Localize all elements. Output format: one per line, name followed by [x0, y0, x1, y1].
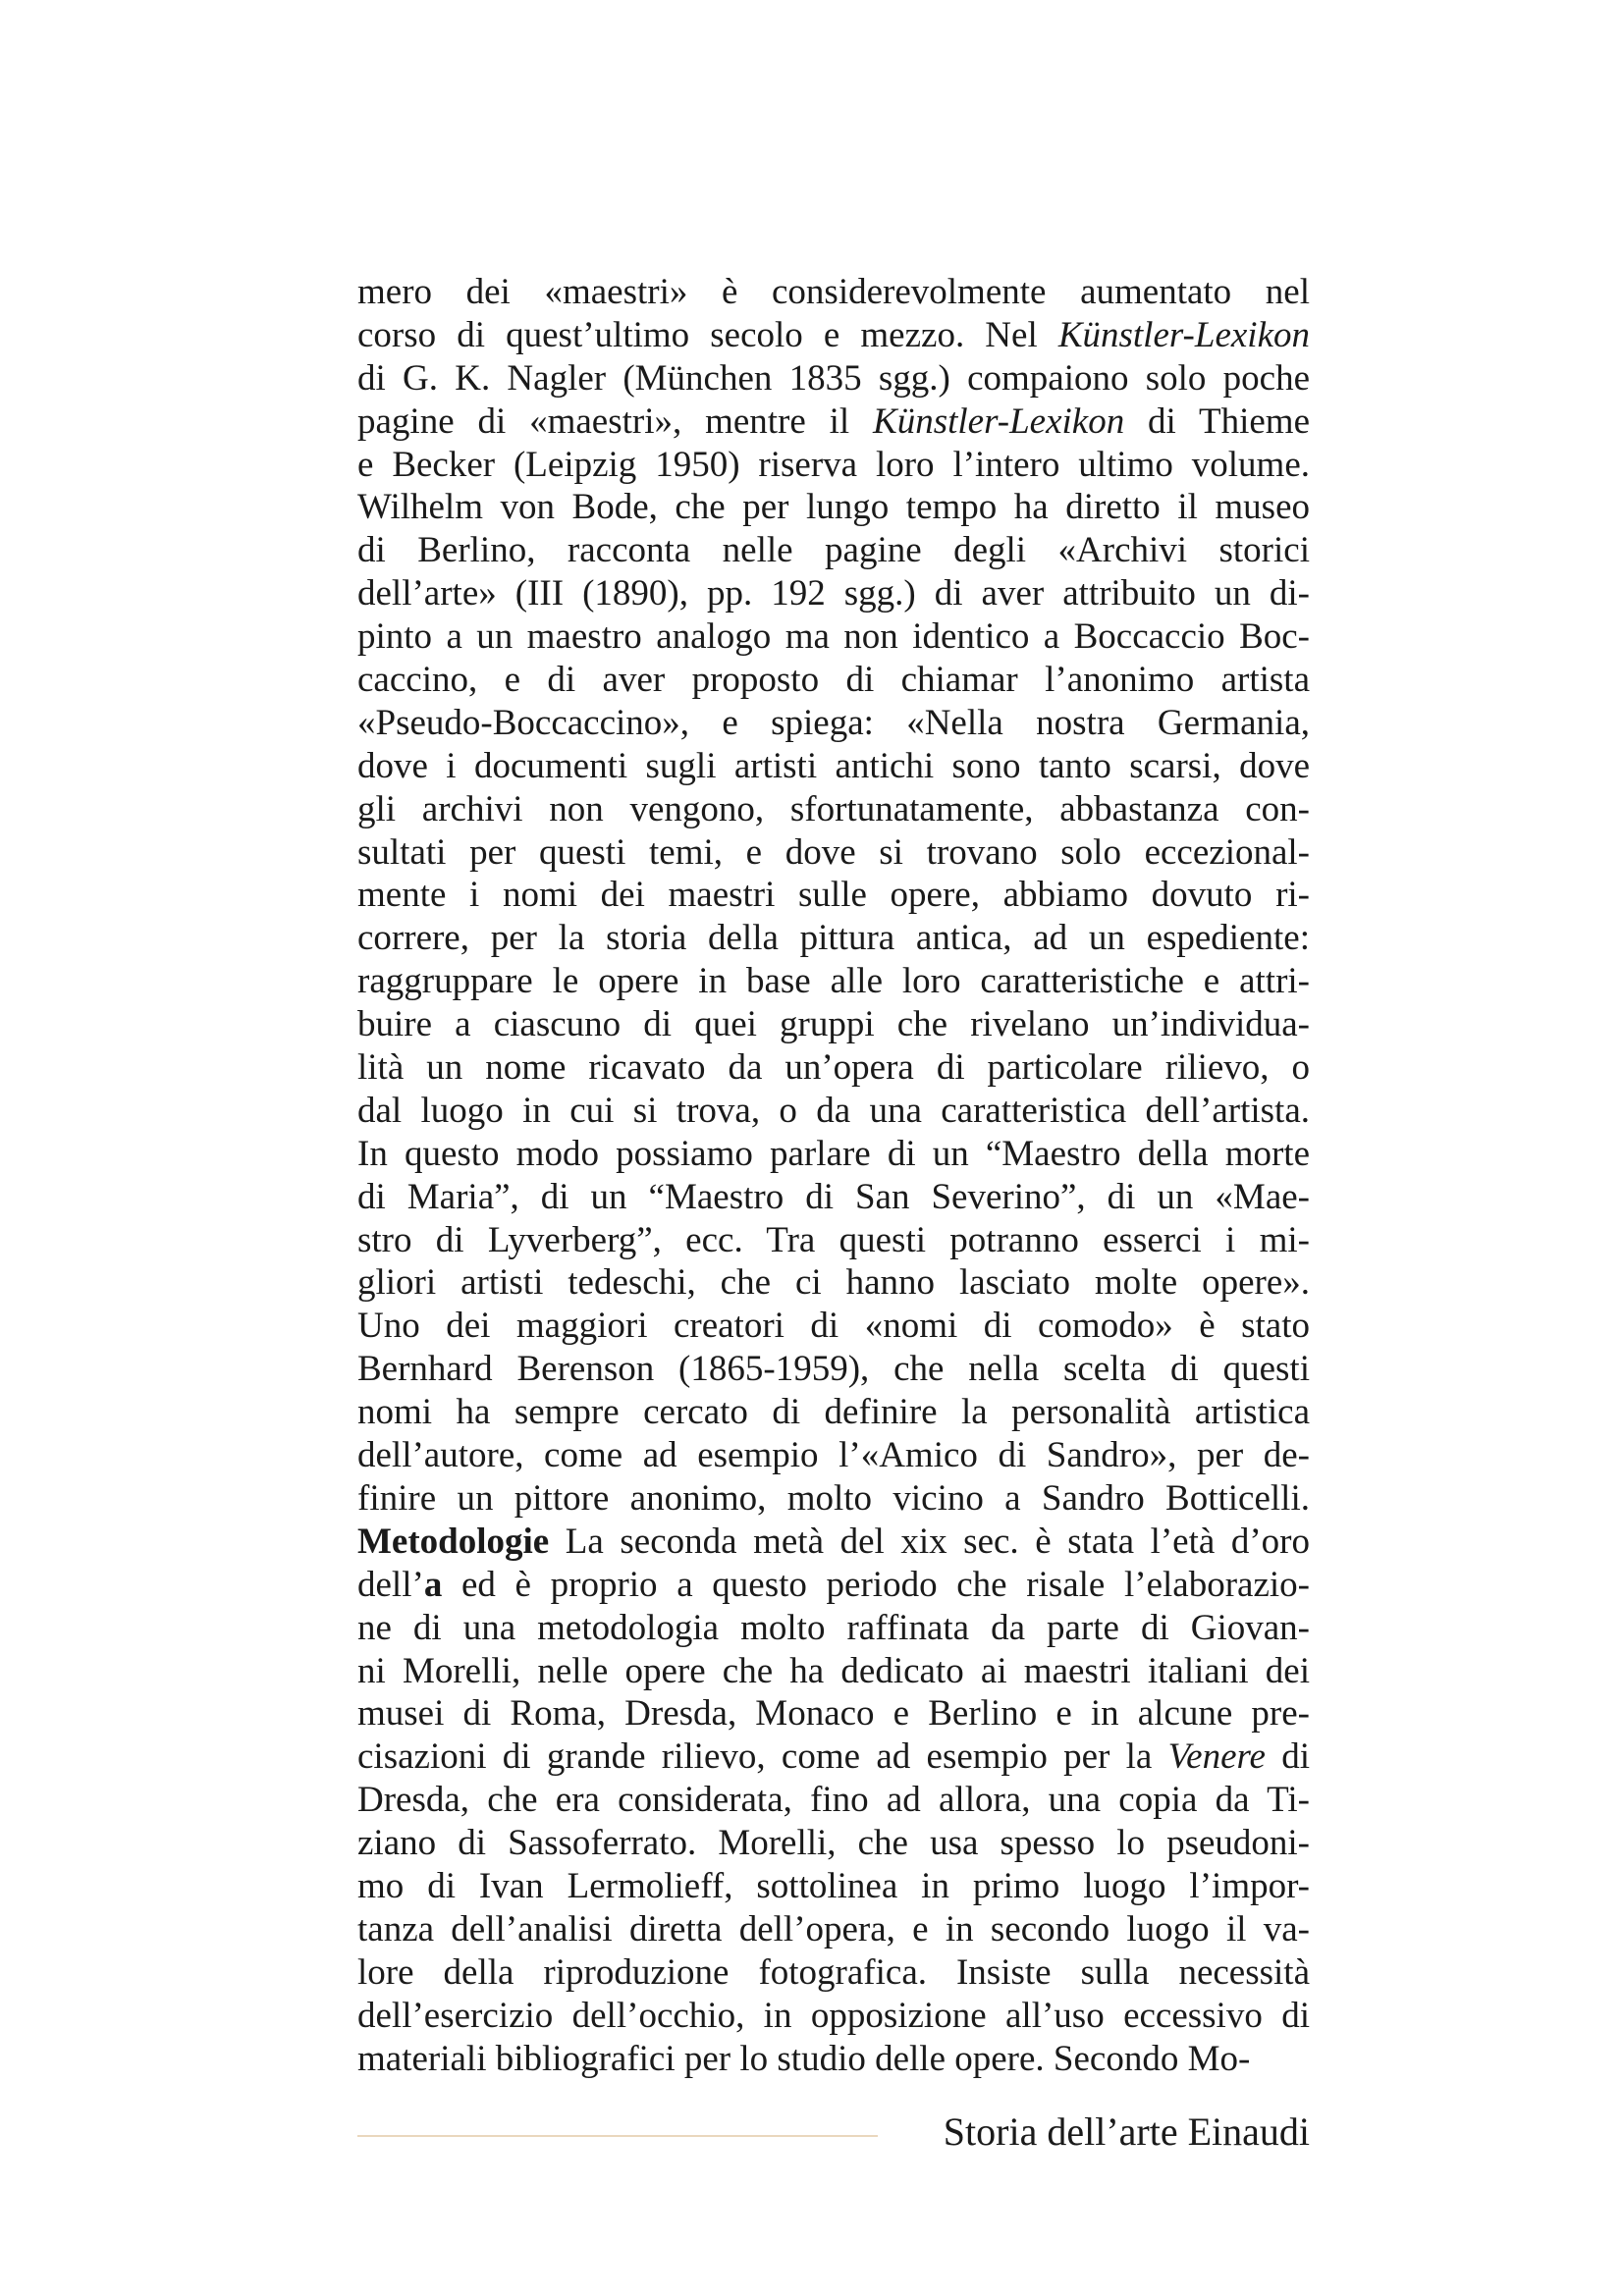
text-line — [357, 314, 1310, 357]
text-segment: dell’esercizio dell’occhio, in opposizione all’uso eccessivo di — [357, 1995, 1310, 2036]
text-line — [357, 1477, 1310, 1521]
text-segment: ne di una metodologia molto raffinata da parte di Giovan- — [357, 1607, 1310, 1648]
text-segment: di Berlino, racconta nelle pagine degli «Archivi storici — [357, 530, 1310, 571]
text-segment: di — [1265, 1736, 1311, 1778]
text-segment: nomi ha sempre cercato di definire la personalità artistica — [357, 1392, 1310, 1433]
text-segment: raggruppare le opere in base alle loro caratteristiche e attri- — [357, 961, 1310, 1002]
text-line — [357, 1564, 1310, 1607]
text-line — [357, 1348, 1310, 1391]
text-segment: materiali bibliografici per lo studio delle opere. Secondo Mo- — [357, 2038, 1251, 2079]
text-line — [357, 1521, 1310, 1564]
footer-title: Storia dell’arte Einaudi — [943, 2109, 1310, 2154]
text-line — [357, 529, 1310, 572]
text-segment: dal luogo in cui si trova, o da una caratteristica dell’artista. — [357, 1090, 1310, 1131]
text-segment: La seconda metà del xix sec. è stata l’età d’oro — [549, 1521, 1310, 1562]
text-line — [357, 702, 1310, 745]
text-line — [357, 1607, 1310, 1650]
text-segment: dell’ — [357, 1564, 424, 1605]
text-line — [357, 486, 1310, 529]
text-line — [357, 1391, 1310, 1434]
text-segment: Künstler-Lexikon — [873, 400, 1125, 442]
text-segment: Dresda, che era considerata, fino ad allora, una copia da Ti- — [357, 1780, 1310, 1821]
text-line — [357, 1822, 1310, 1865]
text-segment: di Maria”, di un “Maestro di San Severino”, di un «Mae- — [357, 1176, 1310, 1217]
text-segment: mo di Ivan Lermolieff, sottolinea in primo luogo l’impor- — [357, 1865, 1310, 1906]
text-segment: musei di Roma, Dresda, Monaco e Berlino e in alcune pre- — [357, 1693, 1310, 1735]
text-line — [357, 1865, 1310, 1908]
text-line — [357, 271, 1310, 314]
text-segment: Venere — [1167, 1736, 1266, 1778]
text-line — [357, 659, 1310, 702]
text-line — [357, 1692, 1310, 1735]
text-segment: finire un pittore anonimo, molto vicino a Sandro Botticelli. — [357, 1477, 1310, 1519]
text-segment: caccino, e di aver proposto di chiamar l’anonimo artista — [357, 660, 1310, 701]
text-segment: ed è proprio a questo periodo che risale l’elaborazio- — [442, 1564, 1310, 1605]
text-line — [357, 615, 1310, 659]
text-line — [357, 1305, 1310, 1348]
text-segment: corso di quest’ultimo secolo e mezzo. Nel — [357, 314, 1058, 355]
text-line — [357, 1219, 1310, 1262]
text-line — [357, 1133, 1310, 1176]
text-line — [357, 788, 1310, 831]
text-line — [357, 1951, 1310, 1995]
text-segment: e Becker (Leipzig 1950) riserva loro l’intero ultimo volume. — [357, 444, 1310, 485]
text-line — [357, 444, 1310, 487]
text-segment: dell’arte» (III (1890), pp. 192 sgg.) di aver attribuito un di- — [357, 573, 1310, 614]
text-line — [357, 1261, 1310, 1305]
text-line — [357, 745, 1310, 788]
text-segment: lore della riproduzione fotografica. Insiste sulla necessità — [357, 1951, 1310, 1993]
text-segment: ni Morelli, nelle opere che ha dedicato ai maestri italiani dei — [357, 1650, 1310, 1691]
text-segment: In questo modo possiamo parlare di un “Maestro della morte — [357, 1133, 1310, 1174]
text-segment: buire a ciascuno di quei gruppi che rivelano un’individua- — [357, 1004, 1310, 1045]
text-segment: mero dei «maestri» è considerevolmente aumentato nel — [357, 272, 1310, 312]
text-line — [357, 1434, 1310, 1477]
text-line — [357, 2038, 1310, 2081]
text-line — [357, 1003, 1310, 1046]
text-line — [357, 960, 1310, 1003]
text-segment: Wilhelm von Bode, che per lungo tempo ha diretto il museo — [357, 487, 1310, 528]
text-segment: lità un nome ricavato da un’opera di particolare rilievo, o — [357, 1047, 1310, 1089]
text-segment: di G. K. Nagler (München 1835 sgg.) compaiono solo poche — [357, 357, 1310, 399]
body-text — [357, 271, 1310, 2080]
text-segment: gliori artisti tedeschi, che ci hanno lasciato molte opere». — [357, 1262, 1310, 1304]
text-line — [357, 1908, 1310, 1951]
text-segment: Künstler-Lexikon — [1057, 314, 1310, 355]
text-line — [357, 1779, 1310, 1822]
text-segment: Metodologie — [357, 1521, 550, 1562]
text-segment: cisazioni di grande rilievo, come ad esempio per la — [357, 1736, 1168, 1778]
text-line — [357, 1046, 1310, 1090]
text-line — [357, 1995, 1310, 2038]
text-segment: dell’autore, come ad esempio l’«Amico di Sandro», per de- — [357, 1435, 1310, 1476]
text-segment: Uno dei maggiori creatori di «nomi di comodo» è stato — [357, 1306, 1310, 1347]
text-segment: correre, per la storia della pittura antica, ad un espediente: — [357, 918, 1310, 959]
text-line — [357, 1650, 1310, 1693]
text-segment: tanza dell’analisi diretta dell’opera, e in secondo luogo il va- — [357, 1908, 1310, 1949]
text-segment: stro di Lyverberg”, ecc. Tra questi potranno esserci i mi- — [357, 1219, 1310, 1260]
text-segment: dove i documenti sugli artisti antichi sono tanto scarsi, dove — [357, 745, 1310, 786]
text-segment: di Thieme — [1124, 400, 1310, 442]
footer-rule — [357, 2135, 878, 2137]
text-segment: «Pseudo-Boccaccino», e spiega: «Nella nostra Germania, — [357, 702, 1310, 743]
text-segment: ziano di Sassoferrato. Morelli, che usa spesso lo pseudoni- — [357, 1823, 1310, 1864]
text-line — [357, 1090, 1310, 1133]
text-line — [357, 874, 1310, 917]
text-line — [357, 831, 1310, 875]
text-line — [357, 917, 1310, 960]
text-line — [357, 400, 1310, 444]
text-line — [357, 572, 1310, 615]
text-line — [357, 1176, 1310, 1219]
text-segment: gli archivi non vengono, sfortunatamente, abbastanza con- — [357, 788, 1310, 829]
text-segment: mente i nomi dei maestri sulle opere, abbiamo dovuto ri- — [357, 875, 1310, 916]
text-segment: sultati per questi temi, e dove si trovano solo eccezional- — [357, 831, 1310, 873]
text-segment: pinto a un maestro analogo ma non identico a Boccaccio Boc- — [357, 616, 1310, 658]
text-segment: pagine di «maestri», mentre il — [357, 400, 874, 442]
text-segment: Bernhard Berenson (1865-1959), che nella scelta di questi — [357, 1349, 1310, 1390]
text-line — [357, 1735, 1310, 1779]
text-segment: a — [423, 1564, 443, 1605]
text-line — [357, 357, 1310, 400]
